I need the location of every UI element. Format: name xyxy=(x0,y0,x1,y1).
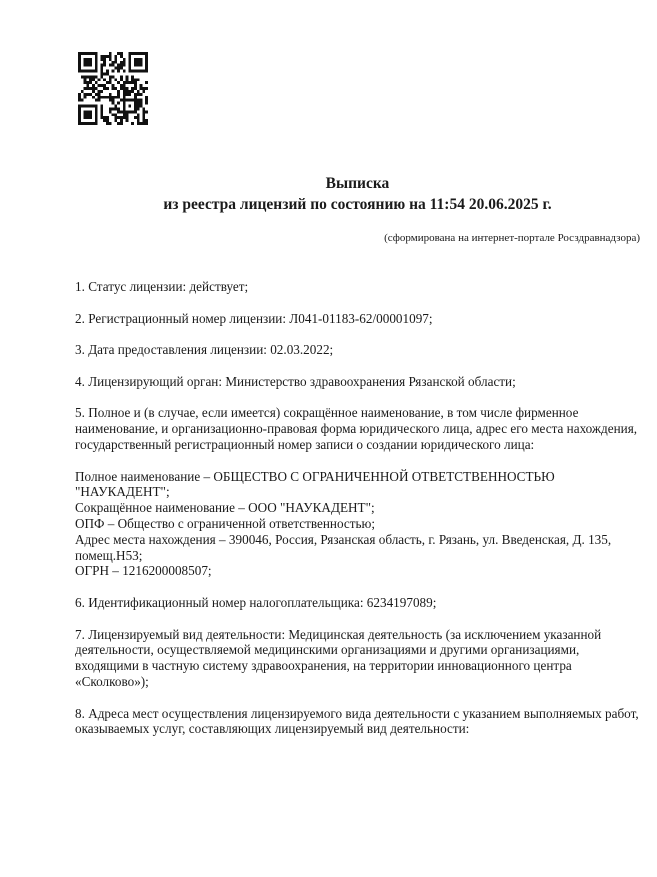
license-status-paragraph: 1. Статус лицензии: действует; xyxy=(75,279,249,294)
company-address-line: Адрес места нахождения – 390046, Россия, Рязанская область, г. Рязань, ул. Введенская, Д. 135, помещ.Н53; xyxy=(75,531,612,563)
company-ogrn-line: ОГРН – 1216200008507; xyxy=(75,563,212,579)
licensing-authority-paragraph: 4. Лицензирующий орган: Министерство здравоохранения Рязанской области; xyxy=(75,373,516,389)
company-details-block xyxy=(75,469,640,580)
company-short-name-line: Сокращённое наименование – ООО "НАУКАДЕНТ"; xyxy=(75,500,375,516)
formation-note: (сформирована на интернет-портале Росздравнадзора) xyxy=(384,232,640,244)
registration-number-paragraph: 2. Регистрационный номер лицензии: Л041-01183-62/00001097; xyxy=(75,310,433,326)
company-full-name-line: Полное наименование – ОБЩЕСТВО С ОГРАНИЧЕННОЙ ОТВЕТСТВЕННОСТЬЮ "НАУКАДЕНТ"; xyxy=(75,468,555,500)
document-content xyxy=(75,0,640,737)
inn-paragraph: 6. Идентификационный номер налогоплательщика: 6234197089; xyxy=(75,594,437,610)
licensed-activity-paragraph: 7. Лицензируемый вид деятельности: Медицинская деятельность (за исключением указанной деятельности, осуществляемой медицинскими организациями и другими организациями, входящими в частную систему здравоохранения, на территории инновационного центра «Сколково»); xyxy=(75,626,602,689)
document-title-line-1: Выписка xyxy=(325,175,390,192)
document-title xyxy=(75,173,640,215)
activity-addresses-paragraph: 8. Адреса мест осуществления лицензируемого вида деятельности с указанием выполняемых работ, оказываемых услуг, составляющих лицензируемый вид деятельности: xyxy=(75,705,639,737)
grant-date-paragraph: 3. Дата предоставления лицензии: 02.03.2022; xyxy=(75,342,334,358)
legal-entity-intro-paragraph: 5. Полное и (в случае, если имеется) сокращённое наименование, в том числе фирменное наименование, и организационно-правовая форма юридического лица, адрес его места нахождения, государственный регистрационный номер записи о создании юридического лица: xyxy=(75,405,638,452)
company-opf-line: ОПФ – Общество с ограниченной ответственностью; xyxy=(75,515,376,531)
document-title-line-2: из реестра лицензий по состоянию на 11:54 20.06.2025 г. xyxy=(163,196,552,213)
